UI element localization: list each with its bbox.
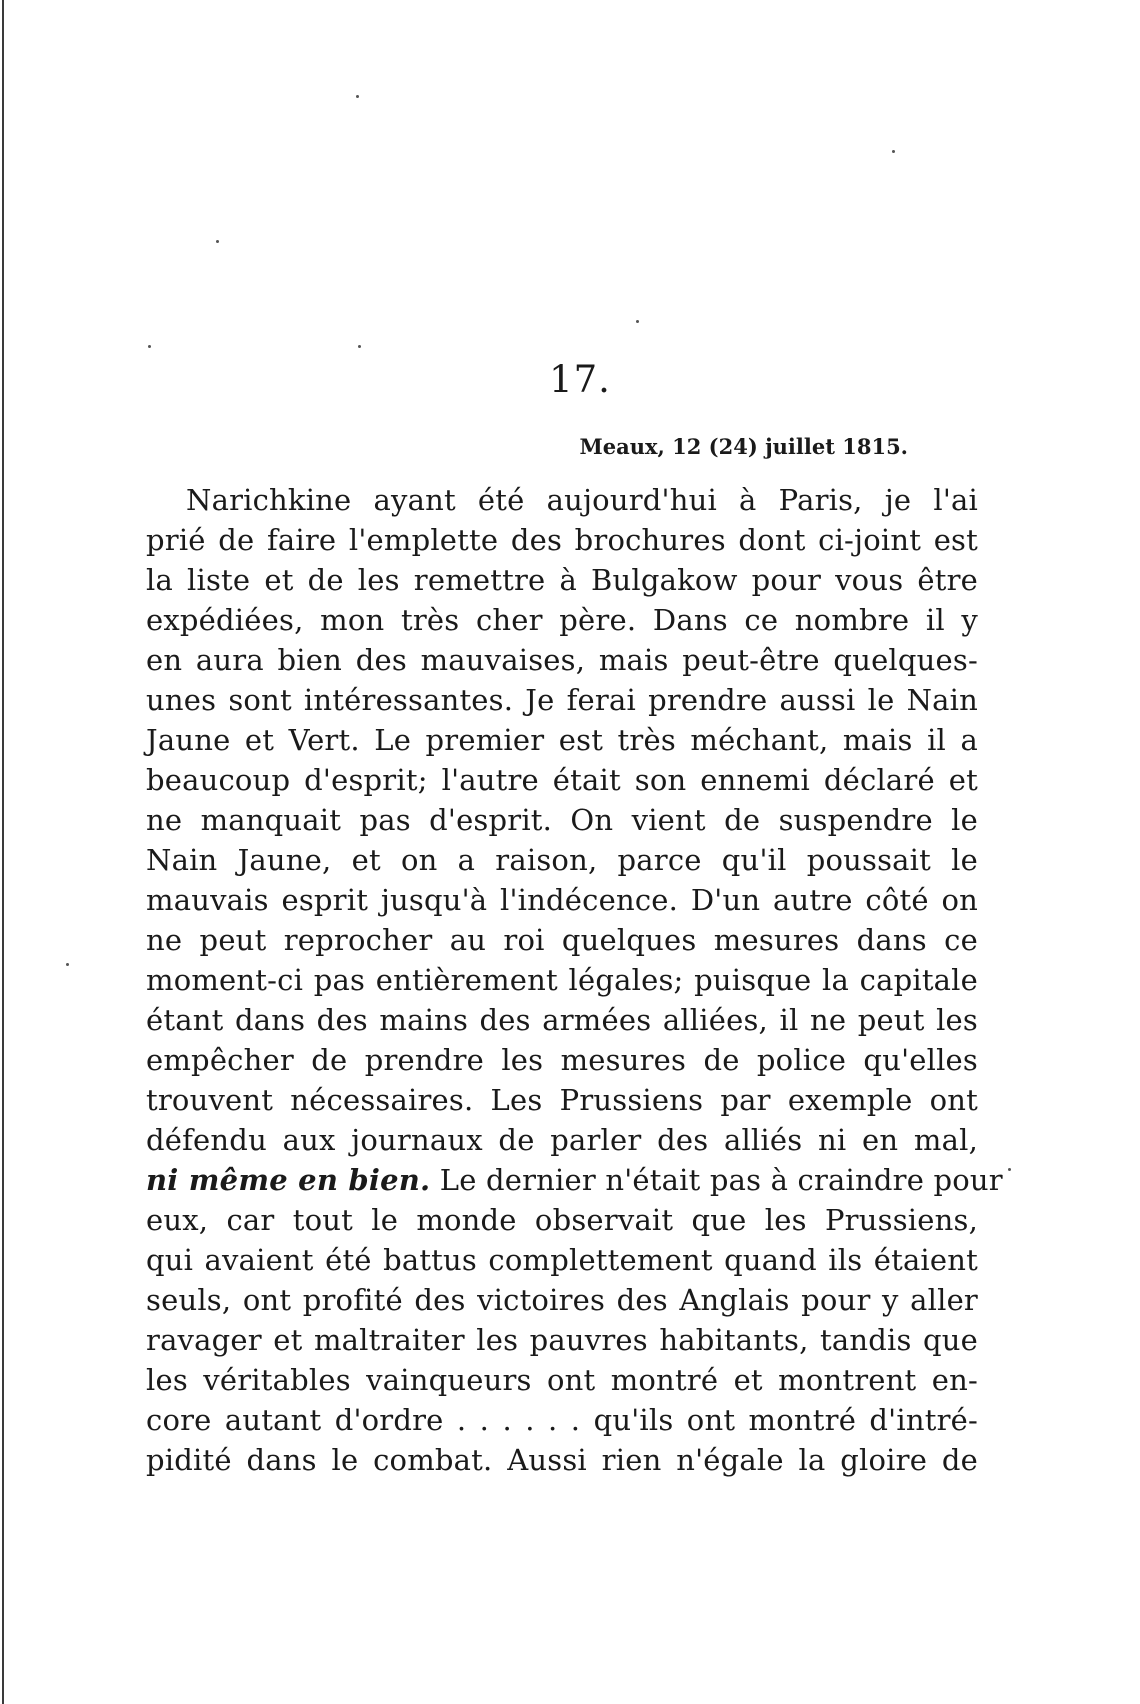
text-line: mauvais esprit jusqu'à l'indécence. D'un autre côté on <box>146 883 978 917</box>
italic-phrase: ni même en bien. <box>146 1163 431 1197</box>
scan-speck <box>356 95 359 98</box>
letter-number: 17. <box>549 358 611 401</box>
text-line: Narichkine ayant été aujourd'hui à Paris, je l'ai <box>186 483 978 517</box>
text-line: trouvent nécessaires. Les Prussiens par exemple ont <box>146 1083 978 1117</box>
text-line: Nain Jaune, et on a raison, parce qu'il poussait le <box>146 843 978 877</box>
italic-line-rest: Le dernier n'était pas à craindre pour <box>439 1163 1003 1197</box>
text-line: unes sont intéressantes. Je ferai prendre aussi le Nain <box>146 683 978 717</box>
text-line: ravager et maltraiter les pauvres habitants, tandis que <box>146 1323 978 1357</box>
text-line: seuls, ont profité des victoires des Anglais pour y aller <box>146 1283 978 1317</box>
text-line: prié de faire l'emplette des brochures dont ci-joint est <box>146 523 978 557</box>
scan-speck <box>892 150 895 153</box>
text-line: qui avaient été battus complettement quand ils étaient <box>146 1243 978 1277</box>
text-line: Jaune et Vert. Le premier est très méchant, mais il a <box>146 723 978 757</box>
text-line-italic <box>146 1160 1003 1200</box>
text-line: ne peut reprocher au roi quelques mesures dans ce <box>146 923 978 957</box>
scan-speck <box>358 345 361 348</box>
page-edge-line <box>2 0 4 1704</box>
dateline: Meaux, 12 (24) juillet 1815. <box>579 434 908 459</box>
text-line: eux, car tout le monde observait que les Prussiens, <box>146 1203 978 1237</box>
text-line: beaucoup d'esprit; l'autre était son ennemi déclaré et <box>146 763 978 797</box>
text-line: la liste et de les remettre à Bulgakow pour vous être <box>146 563 978 597</box>
scan-speck <box>636 320 639 323</box>
scan-speck <box>1008 1168 1011 1171</box>
text-line: empêcher de prendre les mesures de police qu'elles <box>146 1043 978 1077</box>
scan-speck <box>216 240 219 243</box>
text-line: expédiées, mon très cher père. Dans ce nombre il y <box>146 603 978 637</box>
text-line: core autant d'ordre . . . . . . qu'ils ont montré d'intré- <box>146 1403 978 1437</box>
text-line: ne manquait pas d'esprit. On vient de suspendre le <box>146 803 978 837</box>
scan-speck <box>148 345 151 348</box>
letter-body <box>146 480 1003 1480</box>
text-line: étant dans des mains des armées alliées, il ne peut les <box>146 1003 978 1037</box>
text-line: moment-ci pas entièrement légales; puisque la capitale <box>146 963 978 997</box>
text-line: les véritables vainqueurs ont montré et montrent en- <box>146 1363 978 1397</box>
text-line: en aura bien des mauvaises, mais peut-être quelques- <box>146 643 978 677</box>
text-line: défendu aux journaux de parler des alliés ni en mal, <box>146 1123 978 1157</box>
scan-speck <box>66 963 69 966</box>
text-line: pidité dans le combat. Aussi rien n'égale la gloire de <box>146 1443 978 1477</box>
